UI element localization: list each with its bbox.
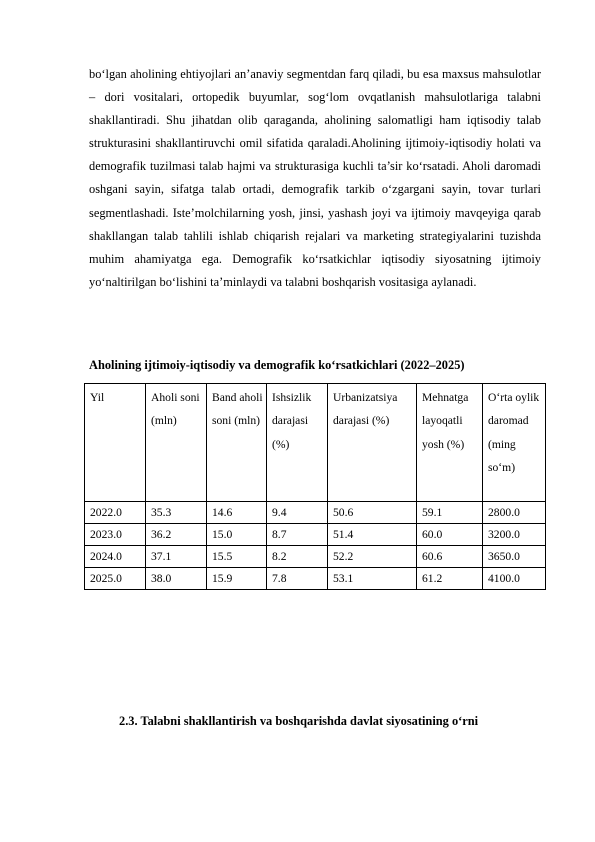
header-unemployment: Ishsizlik darajasi (%) xyxy=(267,384,328,502)
table-row xyxy=(85,568,546,590)
cell-year: 2024.0 xyxy=(85,546,146,568)
cell-working-age: 60.0 xyxy=(417,524,483,546)
cell-unemployment: 8.7 xyxy=(267,524,328,546)
header-population: Aholi soni (mln) xyxy=(146,384,207,502)
cell-year: 2023.0 xyxy=(85,524,146,546)
cell-urbanization: 52.2 xyxy=(328,546,417,568)
header-working-age: Mehnatga layoqatli yosh (%) xyxy=(417,384,483,502)
table-row xyxy=(85,502,546,524)
header-avg-income: O‘rta oylik daromad (ming so‘m) xyxy=(483,384,546,502)
cell-working-age: 61.2 xyxy=(417,568,483,590)
header-urbanization: Urbanizatsiya darajasi (%) xyxy=(328,384,417,502)
indicators-table xyxy=(84,383,546,590)
section-heading: 2.3. Talabni shakllantirish va boshqarishda davlat siyosatining o‘rni xyxy=(119,714,479,728)
cell-avg-income: 2800.0 xyxy=(483,502,546,524)
cell-population: 35.3 xyxy=(146,502,207,524)
cell-unemployment: 7.8 xyxy=(267,568,328,590)
cell-employed: 14.6 xyxy=(207,502,267,524)
cell-year: 2022.0 xyxy=(85,502,146,524)
cell-year: 2025.0 xyxy=(85,568,146,590)
cell-employed: 15.9 xyxy=(207,568,267,590)
table-row xyxy=(85,546,546,568)
table-title: Aholining ijtimoiy-iqtisodiy va demografik ko‘rsatkichlari (2022–2025) xyxy=(89,358,465,372)
header-year: Yil xyxy=(85,384,146,502)
cell-working-age: 59.1 xyxy=(417,502,483,524)
cell-population: 36.2 xyxy=(146,524,207,546)
cell-unemployment: 9.4 xyxy=(267,502,328,524)
header-employed: Band aholi soni (mln) xyxy=(207,384,267,502)
cell-urbanization: 50.6 xyxy=(328,502,417,524)
cell-avg-income: 3650.0 xyxy=(483,546,546,568)
cell-employed: 15.0 xyxy=(207,524,267,546)
cell-urbanization: 51.4 xyxy=(328,524,417,546)
cell-unemployment: 8.2 xyxy=(267,546,328,568)
cell-population: 37.1 xyxy=(146,546,207,568)
cell-avg-income: 3200.0 xyxy=(483,524,546,546)
cell-avg-income: 4100.0 xyxy=(483,568,546,590)
cell-working-age: 60.6 xyxy=(417,546,483,568)
table-header-row xyxy=(85,384,546,502)
cell-employed: 15.5 xyxy=(207,546,267,568)
cell-population: 38.0 xyxy=(146,568,207,590)
cell-urbanization: 53.1 xyxy=(328,568,417,590)
body-paragraph: bo‘lgan aholining ehtiyojlari an’anaviy segmentdan farq qiladi, bu esa maxsus mahsulotlar – dori vositalari, ortopedik buyumlar, sog‘lom ovqatlanish mahsulotlariga talabni shakllantiradi. Shu jihatdan olib qaraganda, aholining salomatligi ham iqtisodiy talab strukturasini shakllantiruvchi omil sifatida qaraladi.Aholining ijtimoiy-iqtisodiy holati va demografik tuzilmasi talab hajmi va strukturasiga kuchli ta’sir ko‘rsatadi. Aholi daromadi oshgani sayin, sifatga talab ortadi, demografik tarkib o‘zgargani sayin, tovar turlari segmentlashadi. Iste’molchilarning yosh, jinsi, yashash joyi va ijtimoiy mavqeyiga qarab shakllangan talab tahlili ishlab chiqarish rejalari va marketing strategiyalarini tuzishda muhim ahamiyatga ega. Demografik ko‘rsatkichlar iqtisodiy siyosatning ijtimoiy yo‘naltirilgan bo‘lishini ta’minlaydi va talabni boshqarish vositasiga aylanadi. xyxy=(89,67,541,289)
table-row xyxy=(85,524,546,546)
